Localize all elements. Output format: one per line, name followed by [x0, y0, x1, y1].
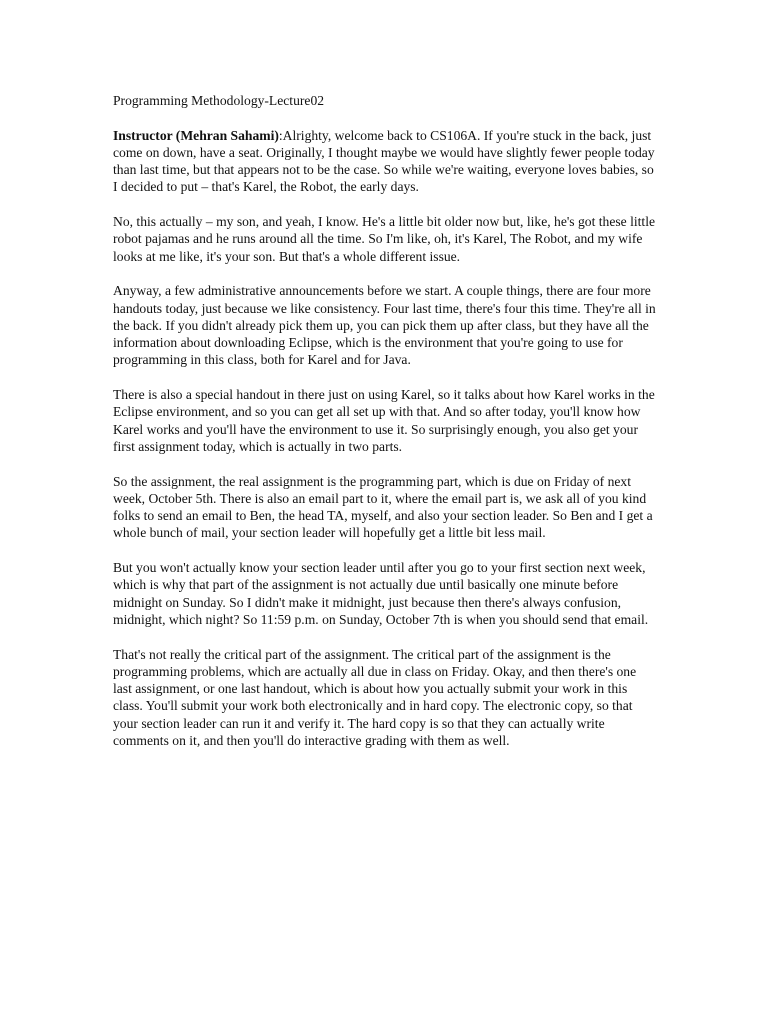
paragraph-5: So the assignment, the real assignment is the programming part, which is due on Friday of next week, October 5th. There is also an email part to it, where the email part is, we ask all of you kind folks to send an email to Ben, the head TA, myself, and also your section leader. So Ben and I get a whole bunch of mail, your section leader will hopefully get a little bit less mail. [113, 473, 653, 541]
paragraph-2: No, this actually – my son, and yeah, I know. He's a little bit older now but, like, he's got these little robot pajamas and he runs around all the time. So I'm like, oh, it's Karel, The Robot, and my wife looks at me like, it's your son. But that's a whole different issue. [113, 214, 656, 264]
paragraph-1-text: :Alrighty, welcome back to CS106A. If you're stuck in the back, just come on down, have a seat. Originally, I thought maybe we would have slightly fewer people today than last time, but that appears not to be the case. So while we're waiting, everyone loves babies, so I decided to put – that's Karel, the Robot, the early days. [113, 127, 655, 195]
paragraph-4: There is also a special handout in there just on using Karel, so it talks about how Karel works in the Eclipse environment, and so you can get all set up with that. And so after today, you'll know how Karel works and you'll have the environment to use it. So surprisingly enough, you also get your first assignment today, which is actually in two parts. [113, 387, 655, 454]
paragraph-6: But you won't actually know your section leader until after you go to your first section next week, which is why that part of the assignment is not actually due until basically one minute before midnight on Sunday. So I didn't make it midnight, just because then there's always confusion, midnight, which night? So 11:59 p.m. on Sunday, October 7th is when you should send that email. [113, 560, 649, 627]
paragraph-7: That's not really the critical part of the assignment. The critical part of the assignment is the programming problems, which are actually all due in class on Friday. Okay, and then there's one last assignment, or one last handout, which is about how you actually submit your work in this class. You'll submit your work both electronically and in hard copy. The electronic copy, so that your section leader can run it and verify it. The hard copy is so that they can actually write comments on it, and then you'll do interactive grading with them as well. [113, 646, 637, 748]
speaker-name: Instructor (Mehran Sahami) [113, 127, 279, 143]
document-body [113, 92, 658, 767]
document-title: Programming Methodology-Lecture02 [113, 93, 325, 108]
paragraph-1 [113, 127, 658, 196]
paragraph-3: Anyway, a few administrative announcements before we start. A couple things, there are four more handouts today, just because we like consistency. Four last time, there's four this time. They're all in the back. If you didn't already pick them up, you can pick them up after class, but they have all the information about downloading Eclipse, which is the environment that you're going to use for programming in this class, both for Karel and for Java. [113, 283, 656, 368]
